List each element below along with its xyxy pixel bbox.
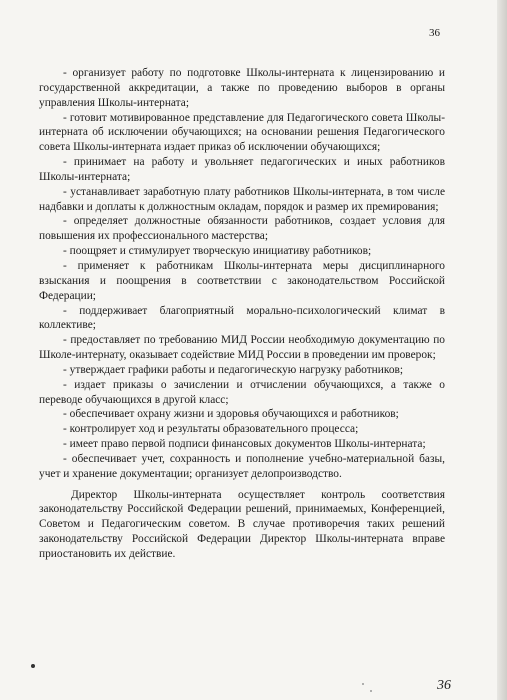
list-item-safety: - обеспечивает охрану жизни и здоровья обучающихся и работников; (63, 408, 399, 421)
list-item-documentation: - предоставляет по требованию МИД России необходимую документацию по Школе-интернату, оказывает содействие МИД России в проведении им проверок; (39, 334, 445, 362)
scan-speck (362, 683, 364, 685)
list-item-climate: - поддерживает благоприятный морально-психологический климат в коллективе; (39, 304, 445, 332)
list-item-schedules: - утверждает графики работы и педагогическую нагрузку работников; (63, 363, 404, 376)
list-item-organization: - организует работу по подготовке Школы-интерната к лицензированию и государственной аккредитации, а также по проведению выборов в органы управления Школы-интерната; (39, 67, 445, 109)
page-number: 36 (429, 27, 440, 39)
list-item-records: - обеспечивает учет, сохранность и пополнение учебно-материальной базы, учет и хранение документации; организует делопроизводство. (39, 452, 445, 480)
list-item-discipline: - применяет к работникам Школы-интерната меры дисциплинарного взыскания и поощрения в соответствии с законодательством Российской Федерации; (39, 259, 445, 302)
ink-dot (31, 664, 35, 668)
handwritten-page-number: 36 (437, 678, 451, 693)
document-body (39, 66, 445, 562)
list-item-control: - контролирует ход и результаты образовательного процесса; (63, 423, 359, 436)
closing-paragraph: Директор Школы-интерната осуществляет контроль соответствия законодательству Российской Федерации решений, принимаемых, Конференцией, Советом и Педагогическим советом. В случае противоречия таких решений законодательству Российской Федерации Директор Школы-интерната вправе приостановить их действие. (39, 488, 445, 560)
list-item-duties: - определяет должностные обязанности работников, создает условия для повышения их профессионального мастерства; (39, 215, 445, 243)
list-item-signature: - имеет право первой подписи финансовых документов Школы-интерната; (63, 438, 426, 451)
scan-speck (370, 690, 372, 692)
list-item-expulsion: - готовит мотивированное представление для Педагогического совета Школы-интерната об исключении обучающихся; на основании решения Педагогического совета Школы-интерната издает приказ об исключении обучающихся; (39, 111, 445, 154)
page-edge-shadow (497, 0, 507, 700)
list-item-encouragement: - поощряет и стимулирует творческую инициативу работников; (63, 245, 372, 258)
list-item-hiring: - принимает на работу и увольняет педагогических и иных работников Школы-интерната; (39, 156, 445, 183)
list-item-salary: - устанавливает заработную плату работников Школы-интерната, в том числе надбавки и доплаты к должностным окладам, порядок и размер их премирования; (39, 185, 445, 213)
list-item-orders: - издает приказы о зачислении и отчислении обучающихся, а также о переводе обучающихся в другой класс; (39, 378, 445, 406)
